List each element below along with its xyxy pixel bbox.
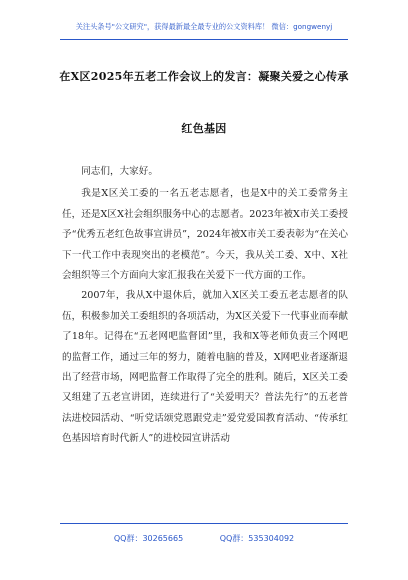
header-banner: 关注头条号"公文研究"，获得最新最全最专业的公文资料库！ 微信：gongwenyj [75,22,333,31]
footer-divider [60,523,348,524]
footer-qq-group-1: QQ群：30265665 [113,534,184,543]
footer-qq-group-2: QQ群：535304092 [219,534,295,543]
greeting: 同志们，大家好。 [81,166,158,177]
header-divider [60,39,348,40]
footer [0,533,408,544]
document-title-line1: 在X区2025年五老工作会议上的发言：凝聚关爱之心传承 [59,70,349,83]
document-title-line2: 红色基因 [181,122,227,135]
paragraph-1: 我是X区关工委的一名五老志愿者，也是X中的关工委常务主任，还是X区X社会组织服务中心的志愿者。2023年被X市关工委授予“优秀五老红色故事宣讲员”，2024年被X市关工委表彰为“在关心下一代工作中表现突出的老模范”。今天，我从关工委、X中、X社会组织等三个方面向大家汇报我在关爱下一代方面的工作。 [62,188,348,282]
paragraph-2: 2007年，我从X中退休后，就加入X区关工委五老志愿者的队伍，积极参加关工委组织的各项活动，为X区关爱下一代事业而奉献了18年。记得在“五老网吧监督团”里，我和X等老师负责三个网吧的监督工作，通过三年的努力，随着电脑的普及，X网吧业者逐渐退出了经营市场，网吧监督工作取得了完全的胜利。随后，X区关工委又组建了五老宣讲团，连续进行了“关爱明天？普法先行”的五老普法进校园活动、“听党话颂党恩跟党走”爱党爱国教育活动、“传承红色基因培育时代新人”的进校园宣讲活动 [62,290,348,445]
document-body [62,162,348,450]
